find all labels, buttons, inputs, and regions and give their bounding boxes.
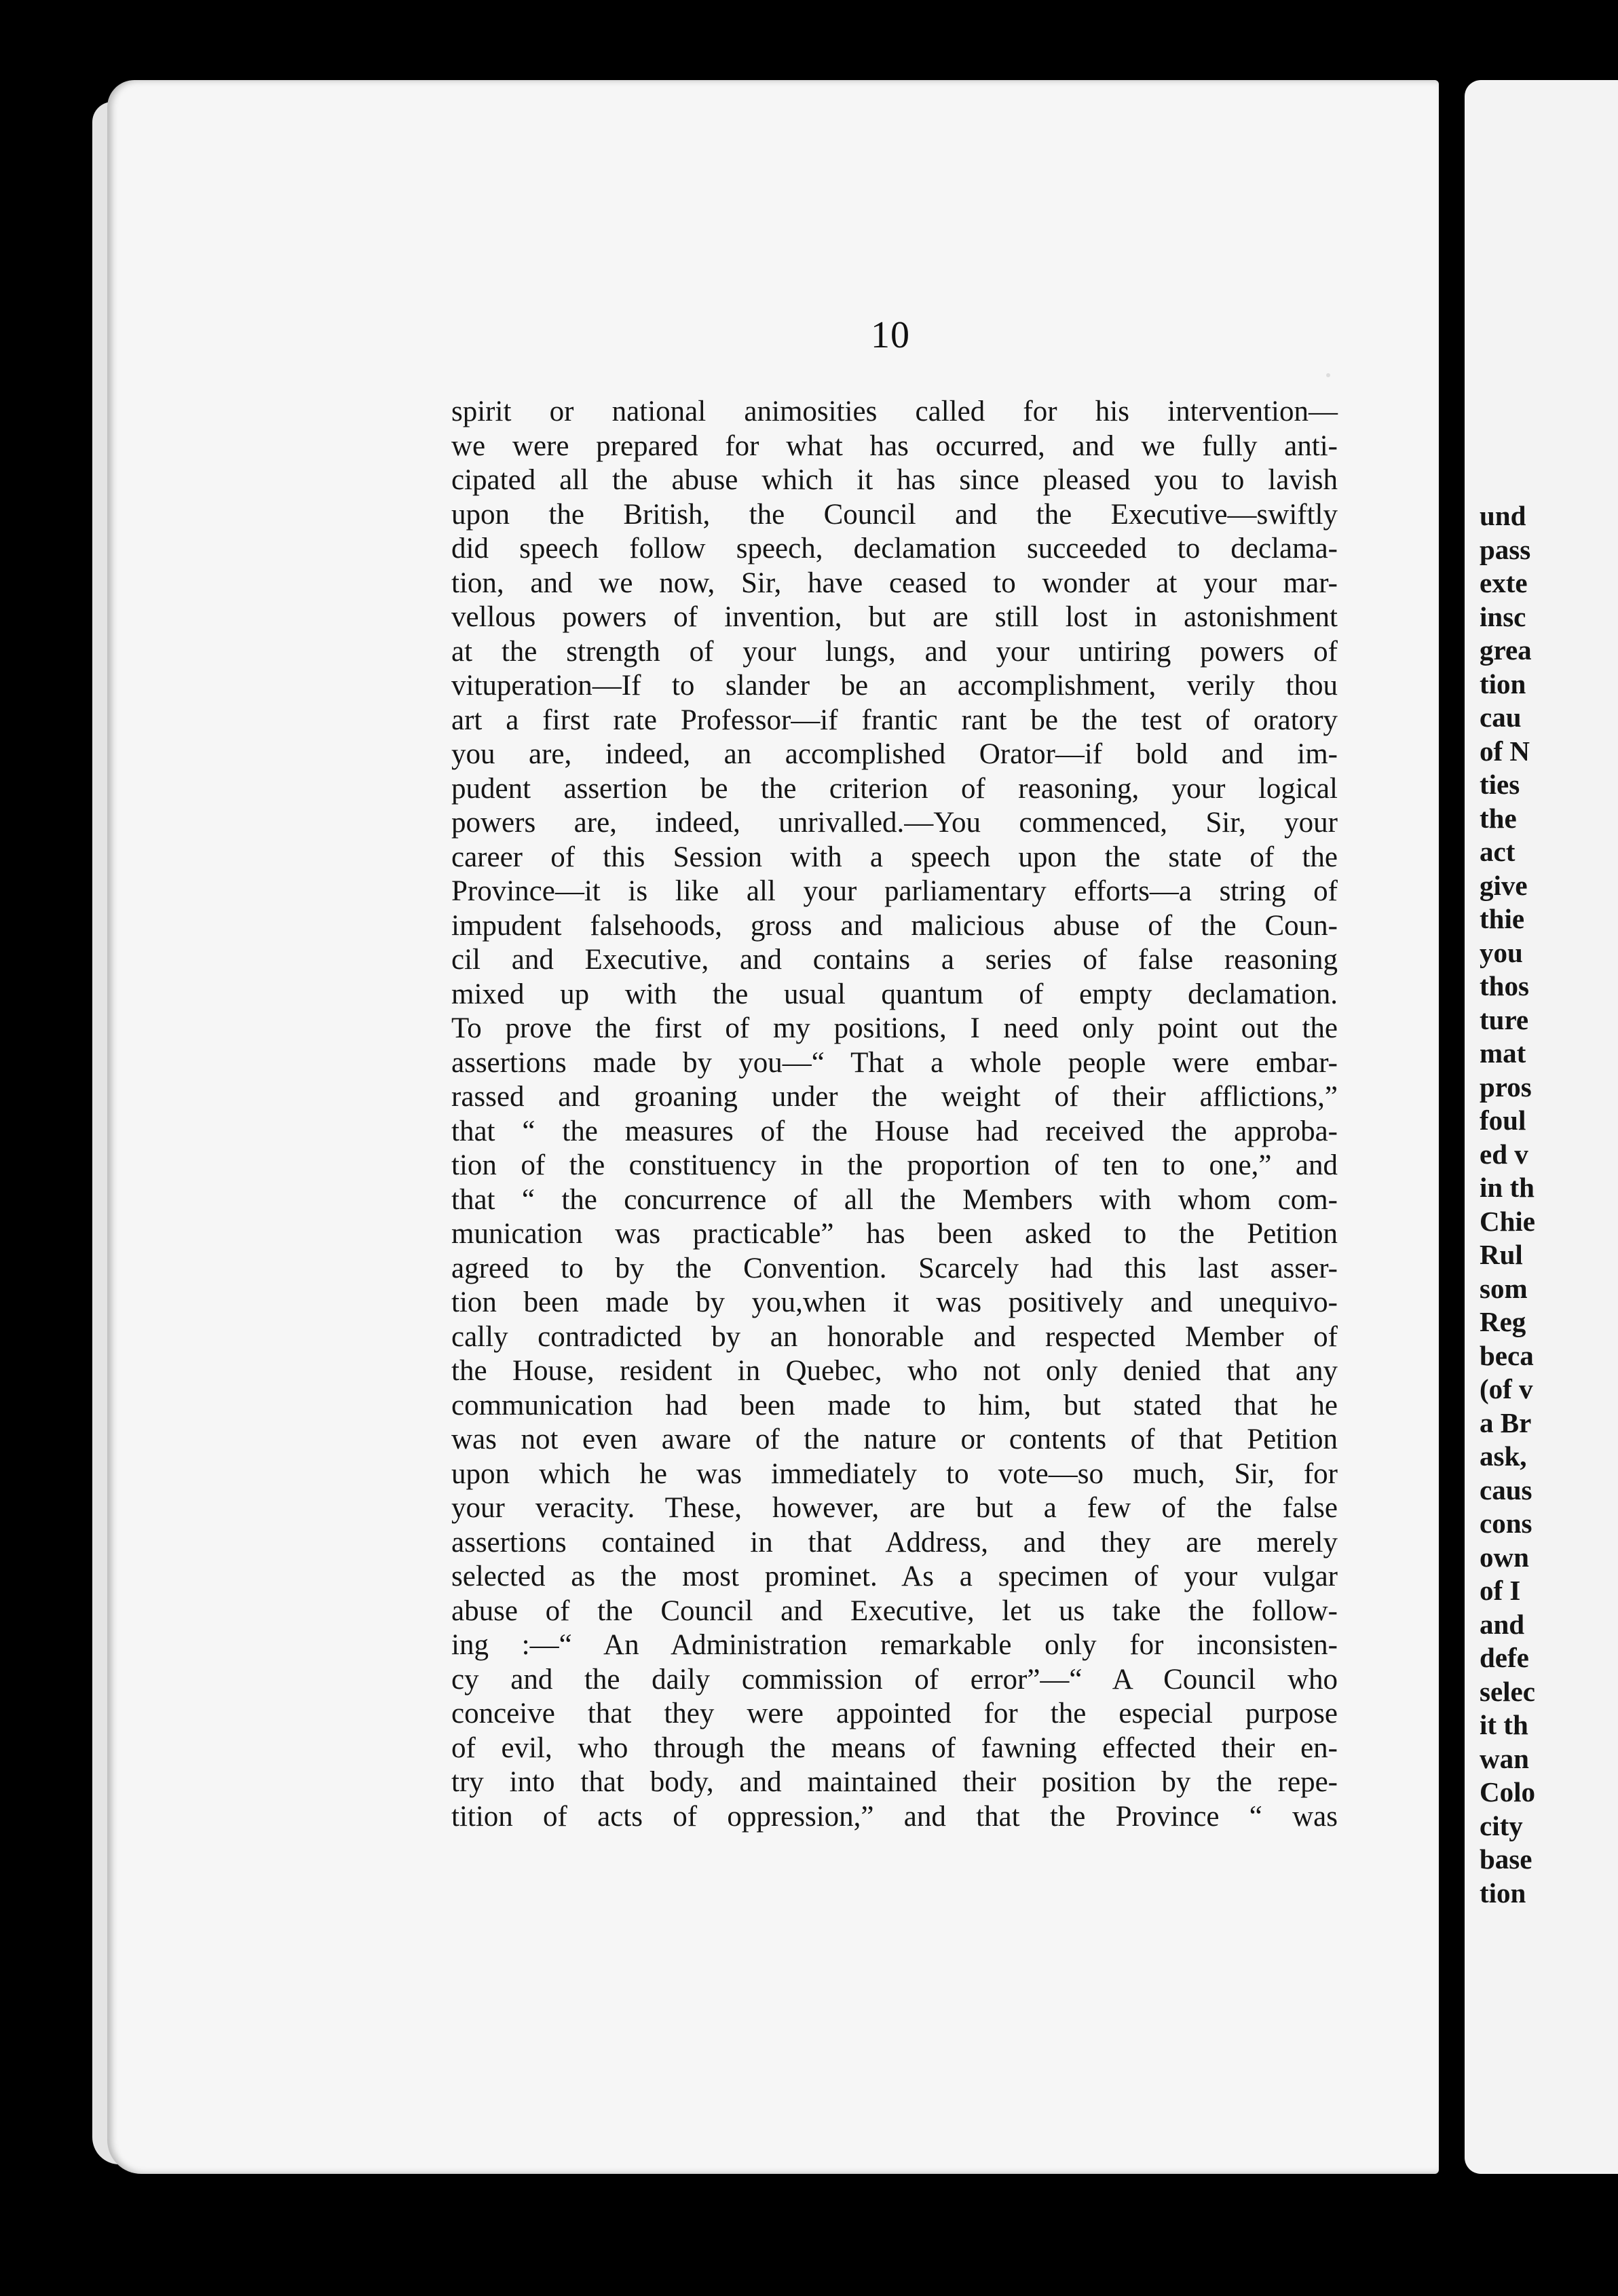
text-line: assertions contained in that Address, and they are merely: [451, 1526, 1338, 1558]
facing-page-line: Chie: [1480, 1205, 1535, 1237]
facing-page-line: city: [1480, 1810, 1523, 1841]
text-line: Province—it is like all your parliamentary efforts—a string of: [451, 875, 1338, 907]
text-line: agreed to by the Convention. Scarcely had this last asser-: [451, 1252, 1338, 1284]
facing-page-line: beca: [1480, 1339, 1534, 1371]
text-line: conceive that they were appointed for the especial purpose: [451, 1698, 1338, 1729]
facing-page-line: of N: [1480, 735, 1530, 767]
facing-page-line: selec: [1480, 1675, 1535, 1707]
text-line: communication had been made to him, but stated that he: [451, 1389, 1338, 1421]
text-line: was not even aware of the nature or contents of that Petition: [451, 1423, 1338, 1455]
facing-page-line: defe: [1480, 1642, 1529, 1673]
text-line: selected as the most prominet. As a specimen of your vulgar: [451, 1561, 1338, 1592]
facing-page-line: ask,: [1480, 1440, 1527, 1472]
facing-page-line: pros: [1480, 1071, 1532, 1103]
facing-page-line: the: [1480, 802, 1517, 834]
facing-page-line: base: [1480, 1843, 1532, 1875]
facing-page-line: Rul: [1480, 1239, 1523, 1270]
facing-page-line: own: [1480, 1541, 1529, 1573]
text-line: upon which he was immediately to vote—so much, Sir, for: [451, 1457, 1338, 1490]
text-line: the House, resident in Quebec, who not only denied that any: [451, 1355, 1338, 1387]
text-line: at the strength of your lungs, and your untiring powers of: [451, 635, 1338, 668]
facing-page-line: in th: [1480, 1172, 1535, 1203]
text-line: tion of the constituency in the proportion of ten to one,” and: [451, 1149, 1338, 1181]
text-line: abuse of the Council and Executive, let us take the follow-: [451, 1594, 1338, 1627]
facing-page-line: cau: [1480, 702, 1522, 733]
text-line: cil and Executive, and contains a series of false reasoning: [451, 944, 1338, 976]
facing-page-line: (of v: [1480, 1373, 1533, 1404]
facing-page-line: of I: [1480, 1575, 1521, 1606]
facing-page-text: [1480, 499, 1535, 1910]
facing-page-line: und: [1480, 500, 1526, 531]
text-line: cy and the daily commission of error”—“ A Council who: [451, 1663, 1338, 1696]
facing-page-line: caus: [1480, 1474, 1532, 1506]
facing-page-line: tion: [1480, 668, 1526, 700]
facing-page-line: thos: [1480, 970, 1529, 1001]
text-line: your veracity. These, however, are but a few of the false: [451, 1492, 1338, 1524]
text-line: powers are, indeed, unrivalled.—You commenced, Sir, your: [451, 807, 1338, 839]
facing-page-line: Colo: [1480, 1776, 1535, 1807]
page-number: 10: [871, 314, 910, 356]
text-line: that “ the measures of the House had received the approba-: [451, 1115, 1338, 1147]
facing-page-line: ed v: [1480, 1138, 1528, 1170]
text-line: vituperation—If to slander be an accomplishment, verily thou: [451, 670, 1338, 702]
text-line: career of this Session with a speech upon the state of the: [451, 841, 1338, 873]
facing-page-line: it th: [1480, 1709, 1528, 1740]
text-line: try into that body, and maintained their position by the repe-: [451, 1766, 1338, 1798]
text-line: that “ the concurrence of all the Members with whom com-: [451, 1183, 1338, 1216]
text-line: munication was practicable” has been asked to the Petition: [451, 1218, 1338, 1250]
facing-page-line: thie: [1480, 903, 1525, 934]
text-line: cipated all the abuse which it has since pleased you to lavish: [451, 464, 1338, 496]
facing-page-line: exte: [1480, 567, 1528, 598]
text-line: we were prepared for what has occurred, and we fully anti-: [451, 429, 1338, 462]
text-line: ing :—“ An Administration remarkable only for inconsisten-: [451, 1629, 1338, 1661]
text-line: To prove the first of my positions, I need only point out the: [451, 1012, 1338, 1044]
text-line: cally contradicted by an honorable and respected Member of: [451, 1320, 1338, 1353]
facing-page-line: pass: [1480, 533, 1531, 565]
facing-page: [1465, 80, 1618, 2174]
text-line: tition of acts of oppression,” and that the Province “ was: [451, 1800, 1338, 1833]
text-line: rassed and groaning under the weight of their afflictions,”: [451, 1081, 1338, 1113]
text-line: of evil, who through the means of fawning effected their en-: [451, 1731, 1338, 1764]
paper-speck: [1326, 373, 1330, 377]
facing-page-line: wan: [1480, 1742, 1529, 1774]
text-line: tion been made by you,when it was positively and unequivo-: [451, 1286, 1338, 1318]
facing-page-line: insc: [1480, 600, 1526, 632]
facing-page-line: act: [1480, 836, 1516, 867]
body-text: [451, 395, 1338, 1834]
book-gutter: [1439, 75, 1465, 2178]
text-line: you are, indeed, an accomplished Orator—if bold and im-: [451, 738, 1338, 770]
facing-page-line: you: [1480, 936, 1523, 968]
facing-page-line: Reg: [1480, 1306, 1526, 1337]
facing-page-line: mat: [1480, 1037, 1526, 1069]
facing-page-line: ture: [1480, 1003, 1529, 1035]
facing-page-line: give: [1480, 869, 1528, 901]
facing-page-line: and: [1480, 1608, 1525, 1640]
text-line: pudent assertion be the criterion of reasoning, your logical: [451, 772, 1338, 805]
facing-page-line: foul: [1480, 1105, 1526, 1136]
facing-page-line: grea: [1480, 634, 1532, 666]
text-line: vellous powers of invention, but are still lost in astonishment: [451, 601, 1338, 633]
text-line: spirit or national animosities called for his intervention—: [451, 396, 1338, 427]
text-line: assertions made by you—“ That a whole people were embar-: [451, 1046, 1338, 1079]
text-line: impudent falsehoods, gross and malicious abuse of the Coun-: [451, 909, 1338, 942]
text-line: mixed up with the usual quantum of empty declamation.: [451, 978, 1338, 1010]
facing-page-line: som: [1480, 1272, 1528, 1304]
text-line: upon the British, the Council and the Executive—swiftly: [451, 498, 1338, 531]
facing-page-line: ties: [1480, 769, 1520, 800]
facing-page-line: tion: [1480, 1877, 1526, 1909]
text-line: did speech follow speech, declamation succeeded to declama-: [451, 533, 1338, 565]
facing-page-line: a Br: [1480, 1407, 1532, 1438]
facing-page-line: cons: [1480, 1508, 1532, 1539]
text-line: art a first rate Professor—if frantic rant be the test of oratory: [451, 704, 1338, 736]
text-line: tion, and we now, Sir, have ceased to wonder at your mar-: [451, 567, 1338, 599]
